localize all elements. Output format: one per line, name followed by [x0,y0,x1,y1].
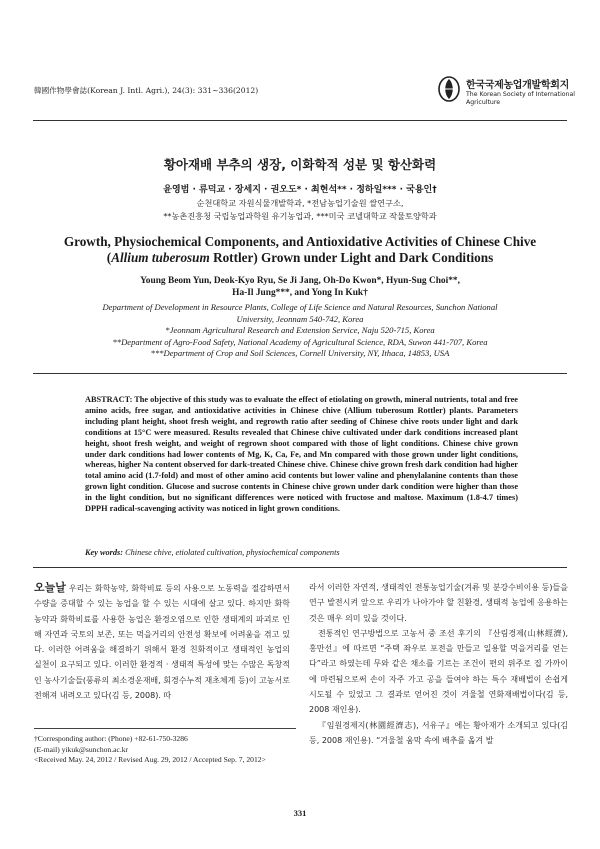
body-left-column [34,580,290,703]
english-authors-line1: Young Beom Yun, Deok-Kyo Ryu, Se Ji Jang, Oh-Do Kwon*, Hyun-Sug Choi**, [140,276,460,286]
society-logo [436,74,596,118]
english-authors [30,275,570,299]
english-affiliation-line1: Department of Development in Resource Plants, College of Life Science and Natural Resources, Sunchon National [102,302,498,312]
body-paragraph: 전통적인 연구방법으로 고농서 중 조선 후기의 『산림경제(山林經濟), 홍만선』에 따르면 “주택 좌우로 포전을 만들고 일용할 먹을거리를 얻는다”라고 하였는데 무와 같은 채소를 기르는 조건이 편의 위주로 집 가까이에 마련됨으로써 손이 자주 가고 공을 들여야 하는 특수 재배법이 손쉽게 시도될 수 있었고 그 결과로 얻어진 것이 겨울철 연화재배법이다(김 등, 2008 재인용). [309,628,568,715]
corresponding-author: †Corresponding author: (Phone) +82-61-750-3286 [34,734,188,743]
english-title-line1: Growth, Physiochemical Components, and Antioxidative Activities of Chinese Chive [63,234,537,249]
korean-title: 황아재배 부추의 생장, 이화학적 성분 및 항산화력 [163,157,437,172]
body-paragraph: 우리는 화학농약, 화학비료 등의 사용으로 노동력을 절감하면서 수량을 증대할 수 있는 농업을 할 수 있는 시대에 살고 있다. 하지만 화학농약과 화학비료를 사용한 농업은 환경오염으로 인한 생태계의 파괴로 인해 자연과 국토의 보존, 또는 먹을거리의 안전성 확보에 어려움을 겪고 있다. 이러한 어려움을 해결하기 위해서 환경 친화적이고 생태적인 농업의 실천이 요구되고 있다. 이러한 환경적 · 생태적 특성에 맞는 수많은 독창적인 농사기술들(풍류의 최소경운재배, 회경수누적 재초체계 등)이 고농서로 전해져 내려오고 있다(김 등, 2008). 따 [34,584,290,701]
society-emblem-icon [436,74,462,104]
english-affiliation-line4: **Department of Agro-Food Safety, National Academy of Agricultural Science, RDA, Suwon 441-707, Korea [112,336,488,347]
english-title-paren: ( [106,250,112,265]
body-paragraph: 『임원경제지(林園經濟志), 서유구』에는 황아재가 소개되고 있다(김 등, 2008 재인용). “겨울철 움막 속에 배추를 옮겨 발 [309,720,568,745]
korean-affiliation-2: **농촌진흥청 국립농업과학원 유기농업과, ***미국 코넬대학교 작물토양학과 [163,211,437,221]
received-dates: <Received May. 24, 2012 / Revised Aug. 29, 2012 / Accepted Sep. 7, 2012> [34,755,266,765]
species-name: Allium tuberosum [111,250,210,265]
society-name-ko: 한국국제농업개발학회지 [466,80,569,91]
english-affiliation-line5: ***Department of Crop and Soil Sciences, Cornell University, NY, Ithaca, 14853, USA [150,348,450,359]
corresponding-email: (E-mail) yikuk@sunchon.ac.kr [34,744,129,754]
english-title [30,234,570,266]
keywords-label: Key words: [85,548,124,557]
english-title-line2 [30,250,570,266]
abstract-top-divider [33,373,567,374]
lead-word: 오늘날 [34,581,66,594]
body-paragraph: 라서 이러한 자연적, 생태적인 전통농업기술(겨류 및 분강수비이용 등)들을 연구 발전시켜 앞으로 우리가 나아가야 할 친환경, 생태적 농업에 응용하는 것은 매우 의미 있을 것이다. [309,583,568,623]
page-number: 331 [293,808,307,818]
keywords-text: Chinese chive, etiolated cultivation, physiochemical components [123,548,340,557]
body-right-column [309,580,568,748]
english-affiliations [30,302,570,360]
abstract: ABSTRACT: The objective of this study was to evaluate the effect of etiolating on growth, mineral nutrients, total and free amino acids, free sugar, and antioxidative activities in Chinese chive (Allium tuberosum Rottler) plants. Parameters including plant height, shoot fresh weight, and regrowth ratio after seeding of Chinese chive roots under light and dark conditions at 15°C were measured. Results revealed that Chinese chive cultivated under dark conditions increased plant height, shoot fresh weight, and weight of regrown shoot compared with those of light conditions. Chinese chive grown under dark conditions had lower contents of Mg, K, Ca, Fe, and Mn compared with those grown under light conditions, whereas, higher Na content observed for dark-treated Chinese chive. Chinese chive grown fresh dark condition had higher total amino acid (1.7-fold) and most of other amino acid contents but lower valine and phenylalanine contents than those grown light condition. Glucose and sucrose contents in Chinese chive grown under dark condition were higher than those in the light condition, but no significant differences were noticed with fructose and maltose. Maximum (1.8-4.7 times) DPPH radical-scavenging activity was noticed in light grown conditions. [85,395,518,514]
footnote-divider [34,728,296,729]
english-title-line2-rest: Rottler) Grown under Light and Dark Conditions [209,250,494,265]
header-divider [33,120,567,121]
keywords [85,548,518,557]
korean-authors: 윤영범 · 류덕교 · 장세지 · 권오도* · 최현석** · 정하일*** · 국용인† [163,185,437,195]
society-name-en-line1: The Korean Society of International [466,91,576,98]
english-affiliation-line2: University, Jeonnam 540-742, Korea [236,313,364,324]
footnote [34,734,296,766]
abstract-bottom-divider [33,567,567,568]
english-authors-line2: Ha-Il Jung***, and Yong In Kuk† [232,288,368,298]
society-name-en-line2: Agriculture [466,99,501,106]
journal-citation: 韓國作物學會誌(Korean J. Intl. Agri.), 24(3): 331∼336(2012) [34,86,259,95]
korean-affiliation-1: 순천대학교 자원식물개발학과, *전남농업기술원 쌀연구소, [196,198,404,208]
english-affiliation-line3: *Jeonnam Agricultural Research and Extension Service, Naju 520-715, Korea [165,325,435,336]
